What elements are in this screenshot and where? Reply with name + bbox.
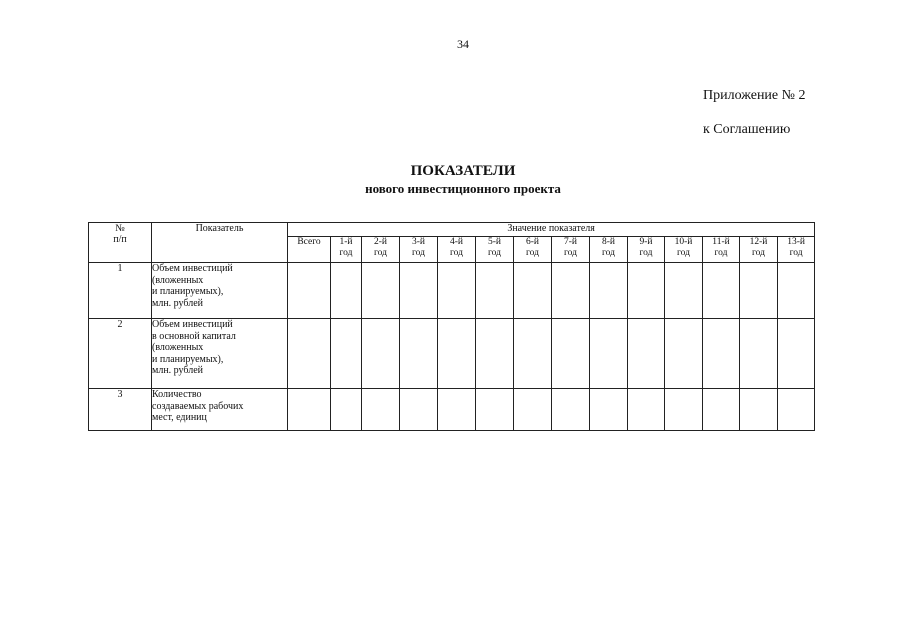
- value-cell: [778, 319, 815, 389]
- value-cell: [665, 389, 703, 431]
- value-cell: [400, 263, 438, 319]
- value-cell: [438, 319, 476, 389]
- header-year: 10-й год: [665, 237, 703, 263]
- header-year: 5-й год: [476, 237, 514, 263]
- value-cell: [288, 389, 331, 431]
- value-cell: [778, 263, 815, 319]
- header-year: 9-й год: [628, 237, 665, 263]
- header-year: 6-й год: [514, 237, 552, 263]
- row-indicator-name: Объем инвестиций (вложенных и планируемых), млн. рублей: [152, 263, 288, 319]
- value-cell: [552, 263, 590, 319]
- row-number: 1: [89, 263, 152, 319]
- value-cell: [740, 319, 778, 389]
- header-number: № п/п: [89, 223, 152, 263]
- row-indicator-name: Количество создаваемых рабочих мест, единиц: [152, 389, 288, 431]
- value-cell: [362, 263, 400, 319]
- row-indicator-name: Объем инвестиций в основной капитал (вложенных и планируемых), млн. рублей: [152, 319, 288, 389]
- value-cell: [628, 389, 665, 431]
- value-cell: [476, 389, 514, 431]
- header-value: Значение показателя: [288, 223, 815, 237]
- header-total: Всего: [288, 237, 331, 263]
- value-cell: [703, 389, 740, 431]
- value-cell: [514, 319, 552, 389]
- value-cell: [778, 389, 815, 431]
- value-cell: [514, 389, 552, 431]
- value-cell: [438, 263, 476, 319]
- document-title: ПОКАЗАТЕЛИ: [410, 163, 516, 179]
- value-cell: [628, 263, 665, 319]
- value-cell: [438, 389, 476, 431]
- value-cell: [514, 263, 552, 319]
- value-cell: [703, 263, 740, 319]
- header-year: 7-й год: [552, 237, 590, 263]
- header-year: 4-й год: [438, 237, 476, 263]
- header-year: 8-й год: [590, 237, 628, 263]
- value-cell: [552, 389, 590, 431]
- value-cell: [400, 389, 438, 431]
- table-row: [89, 319, 815, 389]
- header-year: 3-й год: [400, 237, 438, 263]
- value-cell: [331, 263, 362, 319]
- value-cell: [665, 263, 703, 319]
- value-cell: [288, 319, 331, 389]
- row-number: 2: [89, 319, 152, 389]
- value-cell: [703, 319, 740, 389]
- value-cell: [628, 319, 665, 389]
- value-cell: [362, 319, 400, 389]
- value-cell: [331, 389, 362, 431]
- table-row: [89, 389, 815, 431]
- value-cell: [552, 319, 590, 389]
- value-cell: [400, 319, 438, 389]
- value-cell: [740, 389, 778, 431]
- value-cell: [476, 263, 514, 319]
- value-cell: [331, 319, 362, 389]
- value-cell: [740, 263, 778, 319]
- document-subtitle: нового инвестиционного проекта: [365, 181, 561, 196]
- header-year: 1-й год: [331, 237, 362, 263]
- appendix-label: Приложение № 2: [703, 88, 806, 103]
- agreement-label: к Соглашению: [703, 122, 791, 137]
- value-cell: [590, 389, 628, 431]
- table-row: [89, 263, 815, 319]
- value-cell: [288, 263, 331, 319]
- header-year: 2-й год: [362, 237, 400, 263]
- indicators-table: [88, 222, 815, 431]
- value-cell: [590, 319, 628, 389]
- page-number: 34: [457, 37, 469, 51]
- value-cell: [590, 263, 628, 319]
- header-indicator: Показатель: [152, 223, 288, 263]
- header-year: 11-й год: [703, 237, 740, 263]
- value-cell: [362, 389, 400, 431]
- header-year: 13-й год: [778, 237, 815, 263]
- value-cell: [476, 319, 514, 389]
- row-number: 3: [89, 389, 152, 431]
- value-cell: [665, 319, 703, 389]
- header-year: 12-й год: [740, 237, 778, 263]
